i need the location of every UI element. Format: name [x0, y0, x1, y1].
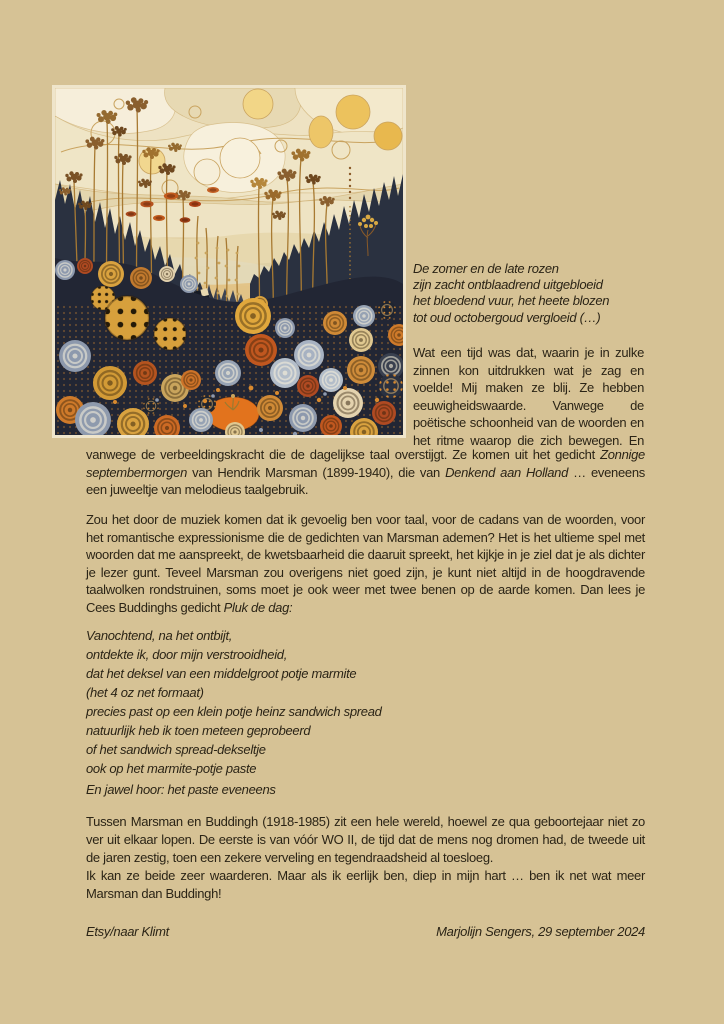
artwork-image: [52, 85, 406, 438]
paragraph-intro-continued: [86, 446, 645, 499]
footer-credit: Etsy/naar Klimt: [86, 924, 169, 939]
paragraph-intro-right: Wat een tijd was dat, waarin je in zulke zinnen kon uitdrukken wat je zag en voelde! Mij maken ze blij. Ze hebben eeuwigheidswaarde. Vanwege de poëtische schoonheid van de woorden en het ritme waarop die zich bewegen. En: [413, 345, 644, 448]
poem-buddingh: [86, 626, 606, 778]
poem-line: ook op het marmite-potje paste: [86, 761, 257, 776]
poem-line: tot oud octobergoud vergloeid (…): [413, 309, 601, 325]
poem-line: De zomer en de late rozen: [413, 261, 559, 276]
work-title: Zonnige septembermorgen: [86, 447, 645, 480]
poem-line: dat het deksel van een middelgroot potje marmite: [86, 666, 357, 681]
paragraph-text: Zou het door de muziek komen dat ik gevoelig ben voor taal, voor de cadans van de woorden, voor het romantische expressionisme die de gedichten van Marsman ademen? Het is het ultieme spel met woorden dat me aanspreekt, de kwetsbaarheid die daaruit spreekt, het kijkje in je ziel dat je als dichter je lezer gunt. Teveel Marsman zou overigens niet goed zijn, je kunt niet altijd in de hoogdravende taalwolken rondstruinen, soms moet je ook weer met twee benen op de aarde komen. Dan lees je Cees Buddinghs gedicht: [86, 512, 645, 615]
paragraph-text: Ik kan ze beide zeer waarderen. Maar als ik eerlijk ben, diep in mijn hart … ben ik net wat meer Marsman dan Buddingh!: [86, 868, 645, 901]
poem-line: natuurlijk heb ik toen meteen geprobeerd: [86, 723, 311, 738]
poem-line: precies past op een klein potje heinz sandwich spread: [86, 704, 382, 719]
footer-byline: Marjolijn Sengers, 29 september 2024: [436, 924, 645, 939]
paragraph-text: vanwege de verbeeldingskracht die de dagelijkse taal overstijgt. Ze komen uit het gedicht: [86, 447, 601, 462]
poem-marsman: [413, 261, 653, 326]
poem-line: het bloedend vuur, het heete blozen: [413, 293, 610, 309]
artwork-canvas: [55, 88, 403, 435]
poem-line: ontdekte ik, door mijn verstrooidheid,: [86, 647, 288, 662]
line-jawel: En jawel hoor: het paste eveneens: [86, 782, 276, 797]
paragraph-text: van Hendrik Marsman (1899-1940), die van: [187, 464, 446, 480]
paragraph-text: … eveneens een juweeltje van melodieus taalgebruik.: [86, 464, 645, 498]
poem-line: of het sandwich spread-dekseltje: [86, 742, 266, 757]
paragraph-tussen: [86, 813, 645, 903]
paragraph-zou: [86, 511, 645, 617]
work-title: Denkend aan Holland: [445, 464, 569, 480]
poem-line: (het 4 oz net formaat): [86, 685, 204, 700]
work-title: Pluk de dag:: [223, 599, 293, 615]
poem-line: zijn zacht ontblaadrend uitgebloeid: [413, 277, 603, 293]
paragraph-text: Tussen Marsman en Buddingh (1918-1985) zit een hele wereld, hoewel ze qua geboortejaar niet zo ver uit elkaar lopen. De eerste is van vóór WO II, de tijd dat de mens nog dromen had, de tweede uit de jaren zestig, toen een zekere verveling en tegendraadsheid al toesloeg.: [86, 814, 645, 865]
poem-line: Vanochtend, na het ontbijt,: [86, 628, 233, 643]
